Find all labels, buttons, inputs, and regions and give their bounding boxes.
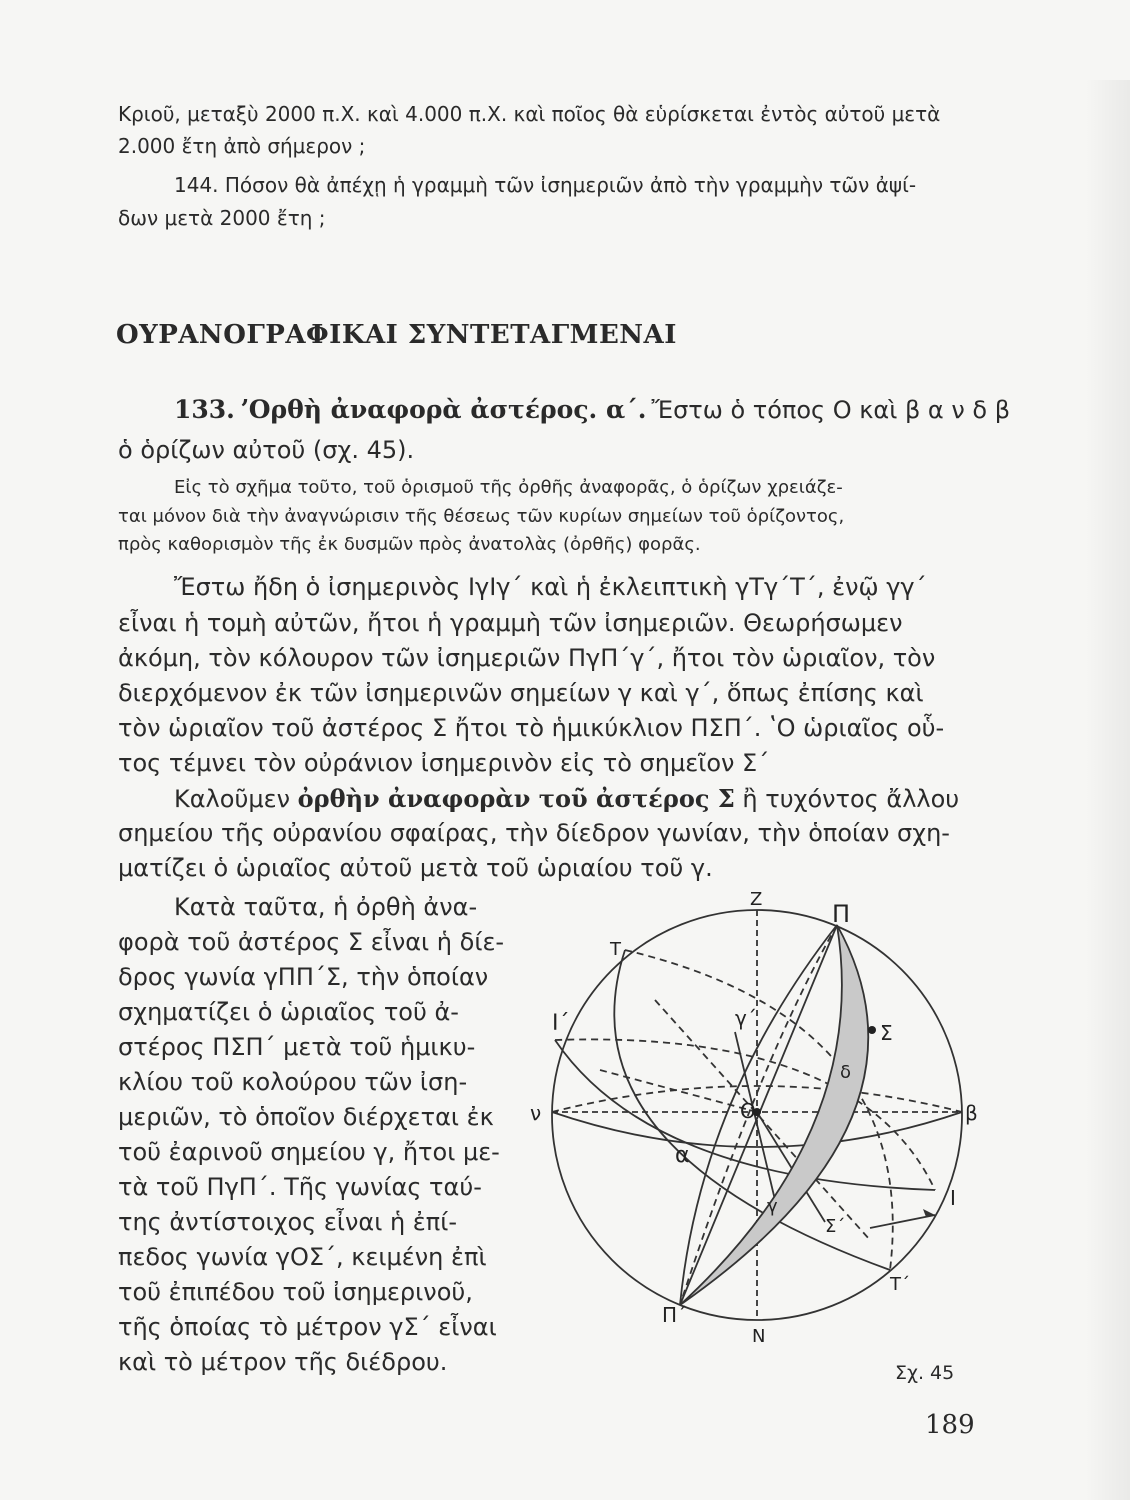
bleed-through-shadow [1085,80,1130,1500]
label-I-prime: Ι΄ [552,1011,570,1036]
para3-line-2: φορὰ τοῦ ἀστέρος Σ εἶναι ἡ δίε- [118,928,505,956]
label-Z: Z [750,889,763,910]
para3-line-3: δρος γωνία γΠΠ΄Σ, τὴν ὁποίαν [118,963,489,991]
label-gamma-prime: γ΄ [735,1006,757,1030]
label-I: Ι [950,1186,956,1210]
para2-line-3: ματίζει ὁ ὡριαῖος αὐτοῦ μετὰ τοῦ ὡριαίου τοῦ γ. [118,854,713,882]
label-N: Ν [752,1326,766,1347]
label-nu: ν [530,1101,542,1125]
para3-line-6: κλίου τοῦ κολούρου τῶν ἰση- [118,1068,468,1096]
direction-arrow [870,1215,935,1228]
section-line-2: ὁ ὁρίζων αὐτοῦ (σχ. 45). [118,436,415,464]
celestial-sphere-figure [520,880,1000,1380]
para3-line-11: πεδος γωνία γΟΣ΄, κειμένη ἐπὶ [118,1243,487,1271]
label-T-prime: Τ΄ [890,1274,910,1295]
para3-line-4: σχηματίζει ὁ ὡριαῖος τοῦ ἀ- [118,998,459,1026]
para1-line-3: ἀκόμη, τὸν κόλουρον τῶν ἰσημεριῶν ΠγΠ΄γ΄, ἤτοι τὸν ὡριαῖον, τὸν [118,644,936,672]
section-title-line [174,395,1010,424]
para2-start: Καλοῦμεν [174,785,290,813]
intro-line-1: Κριοῦ, μεταξὺ 2000 π.Χ. καὶ 4.000 π.Χ. καὶ ποῖος θὰ εὑρίσκεται ἐντὸς αὐτοῦ μετὰ [118,102,941,126]
para3-line-7: μεριῶν, τὸ ὁποῖον διέρχεται ἐκ [118,1103,494,1131]
para3-line-1: Κατὰ ταῦτα, ἡ ὀρθὴ ἀνα- [174,893,478,921]
label-Pi: Π [832,900,851,928]
label-Sigma: Σ [880,1021,893,1045]
label-O: O [740,1099,756,1123]
label-gamma: γ [767,1196,778,1217]
note-line-3: πρὸς καθορισμὸν τῆς ἐκ δυσμῶν πρὸς ἀνατολὰς (ὀρθῆς) φορᾶς. [118,534,701,555]
label-Sigma-prime: Σ΄ [825,1216,846,1237]
label-alpha: α [675,1143,690,1168]
para2-line-1 [174,784,959,813]
para3-line-8: τοῦ ἐαρινοῦ σημείου γ, ἤτοι με- [118,1138,500,1166]
para2-line-2: σημείου τῆς οὐρανίου σφαίρας, τὴν δίεδρον γωνίαν, τὴν ὁποίαν σχη- [118,819,950,847]
para3-line-9: τὰ τοῦ ΠγΠ΄. Τῆς γωνίας ταύ- [118,1173,482,1201]
exercise-144-line-1: 144. Πόσον θὰ ἀπέχῃ ἡ γραμμὴ τῶν ἰσημεριῶν ἀπὸ τὴν γραμμὴν τῶν ἀψί- [174,173,917,197]
star-point [868,1026,876,1034]
section-title-rest: Ἔστω ὁ τόπος Ο καὶ β α ν δ β [651,396,1011,424]
para3-line-10: της ἀντίστοιχος εἶναι ἡ ἐπί- [118,1208,458,1236]
para3-line-12: τοῦ ἐπιπέδου τοῦ ἰσημερινοῦ, [118,1278,473,1306]
section-number: 133. [174,395,235,424]
section-title: ʼΟρθὴ ἀναφορὰ ἀστέρος. α΄. [239,395,647,424]
para1-line-5: τὸν ὡριαῖον τοῦ ἀστέρος Σ ἤτοι τὸ ἡμικύκλιον ΠΣΠ΄. ʽΟ ὡριαῖος οὗ- [118,714,945,742]
label-delta: δ [840,1062,852,1083]
note-line-1: Εἰς τὸ σχῆμα τοῦτο, τοῦ ὁρισμοῦ τῆς ὀρθῆς ἀναφορᾶς, ὁ ὁρίζων χρειάζε- [174,477,843,498]
figure-caption: Σχ. 45 [895,1362,955,1384]
para1-line-4: διερχόμενον ἐκ τῶν ἰσημερινῶν σημείων γ καὶ γ΄, ὅπως ἐπίσης καὶ [118,679,924,707]
star-hour-lune [680,925,868,1305]
para3-line-5: στέρος ΠΣΠ΄ μετὰ τοῦ ἡμικυ- [118,1033,476,1061]
label-Pi-prime: Π΄ [662,1303,688,1327]
chapter-heading: ΟΥΡΑΝΟΓΡΑΦΙΚΑΙ ΣΥΝΤΕΤΑΓΜΕΝΑΙ [116,320,677,350]
para2-rest: ἢ τυχόντος ἄλλου [742,785,960,813]
label-beta: β [965,1101,978,1125]
para3-line-13: τῆς ὁποίας τὸ μέτρον γΣ΄ εἶναι [118,1313,497,1341]
definition-term: ὀρθὴν ἀναφορὰν τοῦ ἀστέρος Σ [297,784,735,813]
page-number: 189 [925,1410,975,1440]
para1-line-6: τος τέμνει τὸν οὐράνιον ἰσημερινὸν εἰς τὸ σημεῖον Σ΄ [118,749,770,777]
label-T: T [610,939,621,960]
para3-line-14: καὶ τὸ μέτρον τῆς διέδρου. [118,1348,448,1376]
note-line-2: ται μόνον διὰ τὴν ἀναγνώρισιν τῆς θέσεως τῶν κυρίων σημείων τοῦ ὁρίζοντος, [118,506,845,527]
para1-line-1: Ἔστω ἤδη ὁ ἰσημερινὸς ΙγΙγ΄ καὶ ἡ ἐκλειπτικὴ γΤγ΄Τ΄, ἐνῷ γγ΄ [174,573,927,601]
para1-line-2: εἶναι ἡ τομὴ αὐτῶν, ἤτοι ἡ γραμμὴ τῶν ἰσημεριῶν. Θεωρήσωμεν [118,609,903,637]
dashed-line-b [600,1070,757,1112]
exercise-144-line-2: δων μετὰ 2000 ἔτη ; [118,206,326,230]
intro-line-2: 2.000 ἔτη ἀπὸ σήμερον ; [118,134,366,158]
